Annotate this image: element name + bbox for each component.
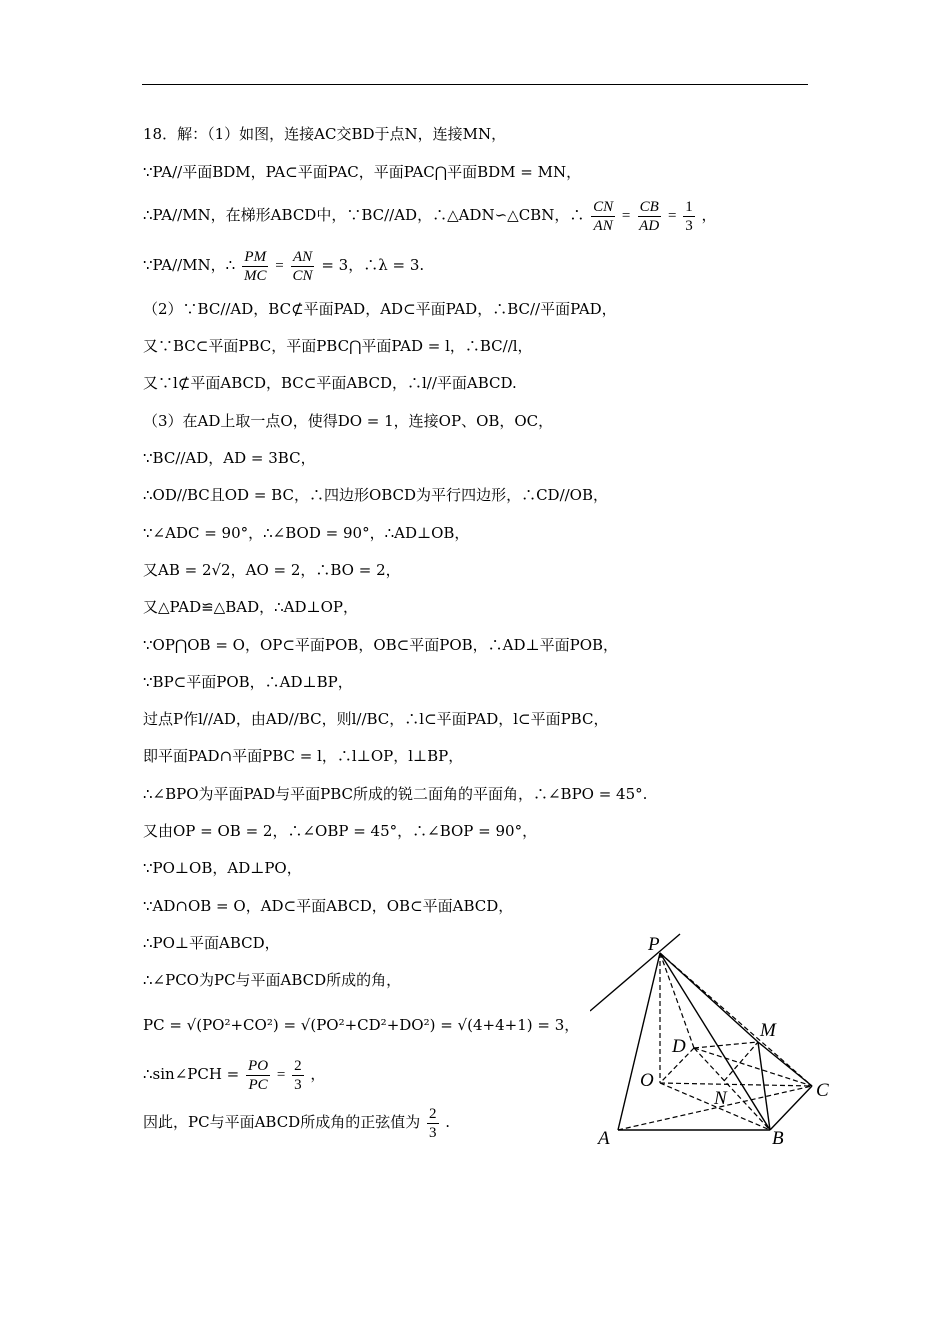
solution-line-2: ∵PA//平面BDM，PA⊂平面PAC，平面PAC⋂平面BDM = MN，: [143, 163, 582, 181]
edge-dm: [694, 1042, 758, 1048]
label-b: B: [772, 1128, 784, 1148]
label-o: O: [640, 1070, 654, 1091]
solution-line-6: 又∵BC⊂平面PBC，平面PBC⋂平面PAD = l，∴BC//l，: [143, 337, 533, 355]
solution-line-24: PC = √(PO²+CO²) = √(PO²+CD²+DO²) = √(4+4+1) = 3，: [143, 1016, 580, 1034]
fraction-an-cn: $\frac{AN}{CN}$: [292, 248, 313, 284]
solution-line-1: 18．解：（1）如图，连接AC交BD于点N，连接MN，: [143, 125, 507, 143]
fraction-cb-ad: $\frac{CB}{AD}$: [639, 198, 660, 234]
label-m: M: [760, 1020, 776, 1041]
fraction-pm-mc: $\frac{PM}{MC}$: [244, 248, 267, 284]
line-4-tail: = 3，∴λ = 3.: [321, 256, 425, 274]
line-26-tail: .: [445, 1113, 451, 1131]
line-3-tail: ，: [701, 206, 717, 224]
solution-line-14: ∵OP⋂OB = O，OP⊂平面POB，OB⊂平面POB，∴AD⊥平面POB，: [143, 636, 619, 654]
line-25-text: ∴sin∠PCH =: [143, 1065, 245, 1083]
solution-line-3: ∴PA//MN，在梯形ABCD中，∵BC//AD，∴△ADN∽△CBN，∴ $\frac{CN}{AN}$ = $\frac{CB}{AD}$ = $\frac{1}{3}$ ，: [143, 198, 717, 234]
edge-mb: [758, 1042, 770, 1130]
fraction-two-third-final: $\frac{2}{3}$: [429, 1105, 437, 1141]
header-rule: [142, 84, 808, 85]
label-d: D: [672, 1036, 686, 1057]
solution-line-17: 即平面PAD∩平面PBC = l，∴l⊥OP，l⊥BP，: [143, 747, 464, 765]
fraction-cn-an: $\frac{CN}{AN}$: [593, 198, 614, 234]
fraction-two-third: $\frac{2}{3}$: [294, 1057, 302, 1093]
edge-oc: [660, 1083, 812, 1086]
fraction-one-third: $\frac{1}{3}$: [685, 198, 693, 234]
solution-line-23: ∴∠PCO为PC与平面ABCD所成的角，: [143, 971, 402, 989]
label-c: C: [816, 1080, 829, 1101]
solution-line-25: ∴sin∠PCH = $\frac{PO}{PC}$ = $\frac{2}{3}$ ，: [143, 1057, 326, 1093]
solution-line-22: ∴PO⊥平面ABCD，: [143, 934, 280, 952]
solution-line-8: （3）在AD上取一点O，使得DO = 1，连接OP、OB，OC，: [143, 412, 554, 430]
solution-line-9: ∵BC//AD，AD = 3BC，: [143, 449, 316, 467]
label-p: P: [648, 934, 660, 955]
label-n: N: [714, 1088, 727, 1109]
solution-line-19: 又由OP = OB = 2，∴∠OBP = 45°，∴∠BOP = 90°，: [143, 822, 538, 840]
edge-mn: [724, 1042, 758, 1081]
line-25-tail: ，: [310, 1065, 326, 1083]
edge-mc: [758, 1042, 812, 1086]
solution-line-18: ∴∠BPO为平面PAD与平面PBC所成的锐二面角的平面角，∴∠BPO = 45°.: [143, 785, 648, 803]
solution-line-10: ∴OD//BC且OD = BC，∴四边形OBCD为平行四边形，∴CD//OB，: [143, 486, 608, 504]
solution-line-20: ∵PO⊥OB，AD⊥PO，: [143, 859, 302, 877]
solution-line-12: 又AB = 2√2，AO = 2，∴BO = 2，: [143, 561, 401, 579]
solution-line-15: ∵BP⊂平面POB，∴AD⊥BP，: [143, 673, 353, 691]
edge-bc: [770, 1086, 812, 1130]
line-3-text: ∴PA//MN，在梯形ABCD中，∵BC//AD，∴△ADN∽△CBN，∴: [143, 206, 585, 224]
solution-line-16: 过点P作l//AD，由AD//BC，则l//BC，∴l⊂平面PAD，l⊂平面PBC，: [143, 710, 609, 728]
pyramid-figure: [590, 928, 840, 1148]
edge-db: [694, 1048, 770, 1130]
solution-line-7: 又∵l⊄平面ABCD，BC⊂平面ABCD，∴l//平面ABCD.: [143, 374, 517, 392]
solution-line-11: ∵∠ADC = 90°，∴∠BOD = 90°，∴AD⊥OB，: [143, 524, 470, 542]
solution-line-5: （2）∵BC//AD，BC⊄平面PAD，AD⊂平面PAD，∴BC//平面PAD，: [143, 300, 617, 318]
label-a: A: [598, 1128, 610, 1148]
solution-line-13: 又△PAD≌△BAD，∴AD⊥OP，: [143, 598, 358, 616]
fraction-po-pc: $\frac{PO}{PC}$: [248, 1057, 269, 1093]
line-26-text: 因此，PC与平面ABCD所成角的正弦值为: [143, 1113, 421, 1131]
line-4-text: ∵PA//MN，∴: [143, 256, 236, 274]
solution-line-4: ∵PA//MN，∴ $\frac{PM}{MC}$ = $\frac{AN}{CN}$ = 3，∴λ = 3.: [143, 248, 425, 284]
solution-line-21: ∵AD∩OB = O，AD⊂平面ABCD，OB⊂平面ABCD，: [143, 897, 514, 915]
solution-line-26: [143, 1100, 450, 1144]
edge-pa: [618, 953, 660, 1130]
